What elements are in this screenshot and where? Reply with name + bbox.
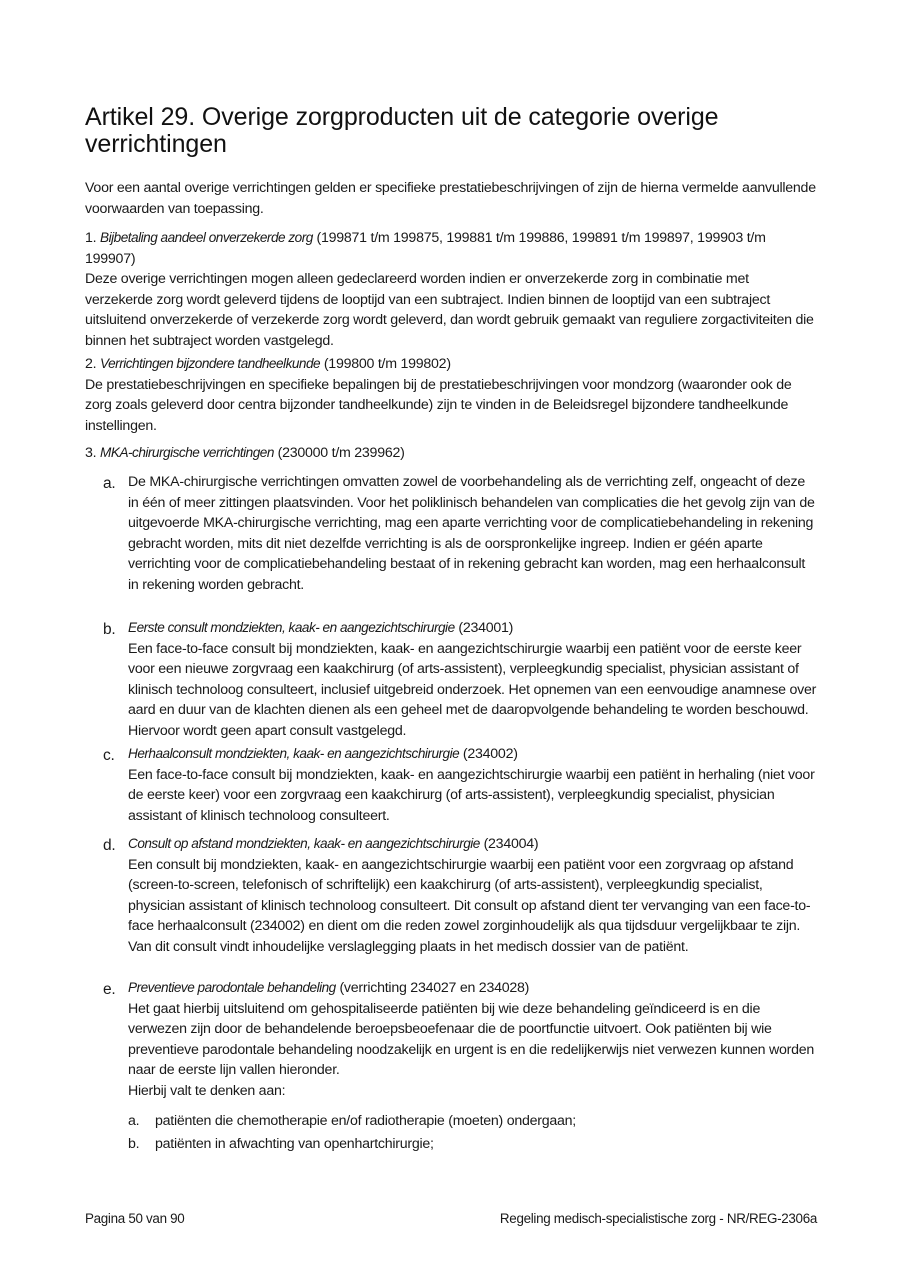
sub-list-item-text: patiënten in afwachting van openhartchirurgie; [155, 1136, 434, 1152]
list-item-letter: d. [103, 837, 116, 854]
list-item-letter: b. [103, 621, 116, 638]
section-body: Deze overige verrichtingen mogen alleen gedeclareerd worden indien er onverzekerde zorg in combinatie met verzekerde zorg wordt geleverd tijdens de looptijd van een subtraject. Indien binnen de looptijd van een subtraject uitsluitend onverzekerde of verzekerde zorg wordt geleverd, dan wordt gebruik gemaakt van reguliere zorgactiviteiten die binnen het subtraject worden vastgelegd. [85, 271, 814, 349]
list-item-heading-line [128, 618, 818, 639]
section-1-heading [85, 228, 817, 269]
section-3-heading [85, 443, 817, 464]
section-heading: Verrichtingen bijzondere tandheelkunde [100, 356, 321, 371]
list-item-content [128, 834, 818, 958]
list-item-codes: (verrichting 234027 en 234028) [339, 980, 530, 996]
list-item-content [128, 978, 818, 1102]
section-1 [85, 228, 817, 352]
page-number: Pagina 50 van 90 [85, 1211, 185, 1226]
list-item-body: Een face-to-face consult bij mondziekten, kaak- en aangezichtschirurgie waarbij een patiënt voor de eerste keer voor een nieuwe zorgvraag een kaakchirurg (of arts-assistent), verpleegkundig specialist, physician assistant of klinisch technoloog consulteert, inclusief uitgebreid onderzoek. Het opnemen van een eenvoudige anamnese over aard en duur van de klachten dienen als een geheel met de daaropvolgende behandeling te worden beschouwd. Hiervoor wordt geen apart consult vastgelegd. [128, 640, 817, 739]
section-body: De prestatiebeschrijvingen en specifieke bepalingen bij de prestatiebeschrijvingen voor mondzorg (waaronder ook de zorg zoals geleverd door centra bijzonder tandheelkunde) zijn te vinden in de Beleidsregel bijzondere tandheelkunde instellingen. [85, 376, 792, 434]
list-item-body: Een consult bij mondziekten, kaak- en aangezichtschirurgie waarbij een patiënt voor een zorgvraag op afstand (screen-to-screen, telefonisch of schriftelijk) een kaakchirurg (of arts-assistent), verpleegkundig specialist, physician assistant of klinisch technoloog consulteert. Dit consult op afstand dient ter vervanging van een face-to-face herhaalconsult (234002) en dient om die reden zowel zorginhoudelijk als qua tijdsduur vergelijkbaar te zijn. Van dit consult vindt inhoudelijke verslaglegging plaats in het medisch dossier van de patiënt. [128, 856, 811, 955]
list-item-codes: (234002) [462, 746, 518, 762]
list-item-body: Het gaat hierbij uitsluitend om gehospitaliseerde patiënten bij wie deze behandeling geïndiceerd is en die verwezen zijn door de behandelende beroepsbeoefenaar die de poortfunctie uitvoert. Ook patiënten bij wie preventieve parodontale behandeling noodzakelijk en urgent is en die redelijkerwijs niet verwezen kunnen worden naar de eerste lijn vallen hieronder. [128, 1000, 815, 1079]
list-item-codes: (234001) [458, 620, 514, 636]
list-item-heading-line [128, 834, 818, 855]
list-item-heading: Consult op afstand mondziekten, kaak- en aangezichtschirurgie [128, 836, 480, 851]
list-item-letter: c. [103, 747, 115, 764]
section-3 [85, 443, 817, 464]
section-codes: (199871 t/m 199875, 199881 t/m 199886, 199891 t/m 199897, 199903 t/m 199907) [85, 230, 766, 267]
section-codes: (230000 t/m 239962) [277, 445, 405, 461]
list-item-heading: Eerste consult mondziekten, kaak- en aangezichtschirurgie [128, 620, 455, 635]
sub-list-item-letter: a. [128, 1113, 140, 1129]
section-heading: Bijbetaling aandeel onverzekerde zorg [100, 230, 313, 245]
list-item-heading: Preventieve parodontale behandeling [128, 980, 336, 995]
list-item-heading-line [128, 744, 818, 765]
article-intro: Voor een aantal overige verrichtingen gelden er specifieke prestatiebeschrijvingen of zijn de hierna vermelde aanvullende voorwaarden van toepassing. [85, 180, 816, 217]
sub-list-item-letter: b. [128, 1136, 140, 1152]
list-item-letter: e. [103, 981, 116, 998]
list-item-letter: a. [103, 475, 116, 492]
list-item-body: Een face-to-face consult bij mondziekten, kaak- en aangezichtschirurgie waarbij een patiënt in herhaling (niet voor de eerste keer) voor een zorgvraag een kaakchirurg (of arts-assistent), verpleegkundig specialist, physician assistant of klinisch technoloog consulteert. [128, 766, 815, 824]
list-item-heading-line [128, 978, 818, 999]
list-item-lead: Hierbij valt te denken aan: [128, 1082, 286, 1099]
list-item-codes: (234004) [483, 836, 539, 852]
list-item-heading: Herhaalconsult mondziekten, kaak- en aangezichtschirurgie [128, 746, 460, 761]
section-number: 3. [85, 445, 97, 461]
section-number: 1. [85, 230, 97, 246]
article-title: Artikel 29. Overige zorgproducten uit de categorie overige verrichtingen [85, 103, 719, 158]
list-item-content [128, 618, 818, 742]
section-number: 2. [85, 356, 97, 372]
section-codes: (199800 t/m 199802) [323, 356, 451, 372]
sub-list-item-text: patiënten die chemotherapie en/of radiotherapie (moeten) ondergaan; [155, 1113, 576, 1129]
list-item-content [128, 744, 818, 826]
document-reference: Regeling medisch-specialistische zorg - NR/REG-2306a [499, 1211, 817, 1226]
section-heading: MKA-chirurgische verrichtingen [100, 445, 274, 460]
section-2-heading [85, 354, 817, 375]
section-2 [85, 354, 817, 436]
list-item-body: De MKA-chirurgische verrichtingen omvatten zowel de voorbehandeling als de verrichting zelf, ongeacht of deze in één of meer zittingen plaatsvinden. Voor het poliklinisch behandelen van complicaties die het gevolg zijn van de uitgevoerde MKA-chirurgische verrichting, mag een aparte verrichting voor de complicatiebehandeling in rekening gebracht worden, mits dit niet dezelfde verrichting is als de oorspronkelijke ingreep. Indien er géén aparte verrichting voor de complicatiebehandeling bestaat of in rekening gebracht kan worden, mag een herhaalconsult in rekening worden gebracht. [128, 474, 815, 593]
